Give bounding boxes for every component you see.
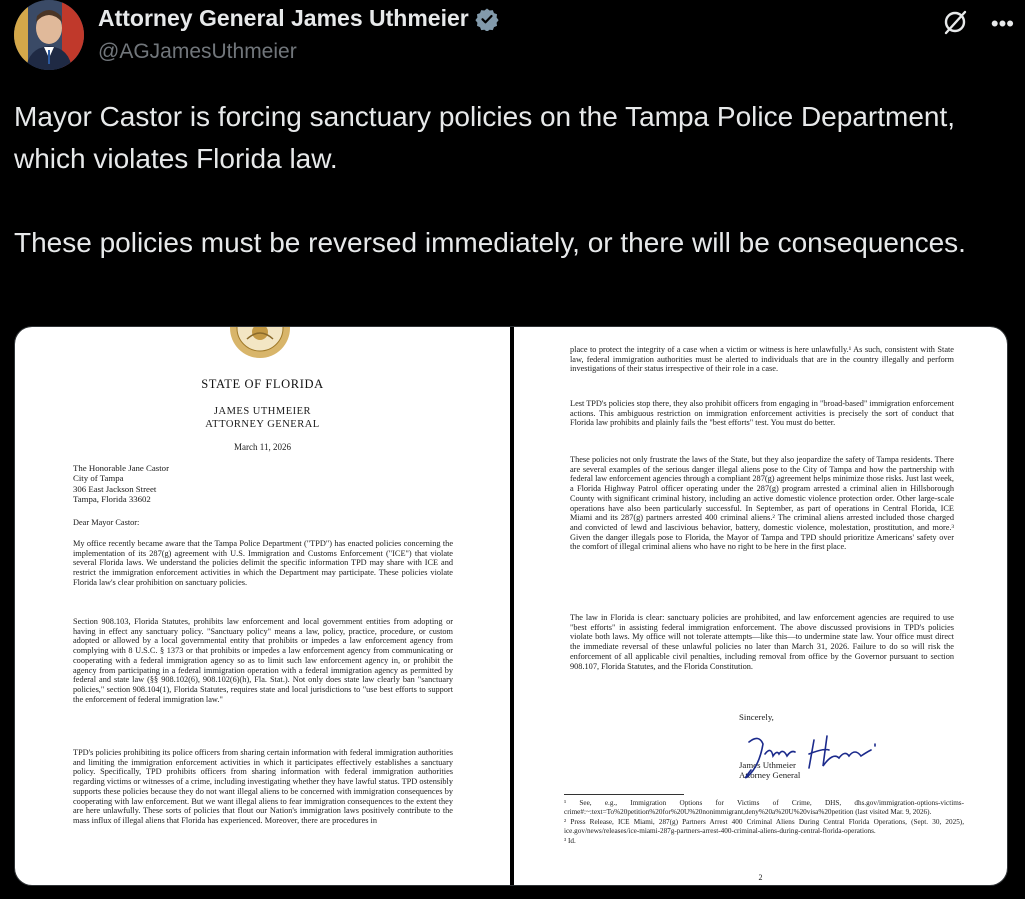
signer-title: Attorney General — [739, 770, 801, 780]
salutation: Dear Mayor Castor: — [73, 518, 140, 527]
footnote-2: ² Press Release, ICE Miami, 287(g) Partners Arrest 400 Criminal Aliens During Central Florida Operations, (Sept. 30, 2025), ice.gov/news/releases/ice-miami-287g-partners-arrest-400-criminal-aliens-during-central-florida-operations. — [564, 818, 964, 835]
tweet-header — [14, 0, 1014, 75]
letterhead-ag-name: JAMES UTHMEIER — [213, 406, 312, 417]
handle[interactable]: @AGJamesUthmeier — [98, 40, 297, 63]
letter-page-1[interactable] — [15, 327, 510, 885]
letter-paragraph: Lest TPD's policies stop there, they also prohibit officers from engaging in "broad-based" immigration enforcement actions. This ambiguous restriction on immigration enforcement activities is precisely the sort of conduct that Florida law prohibits and plainly fails the "best efforts" test. You must do better. — [570, 399, 954, 428]
letter-paragraph: My office recently became aware that the Tampa Police Department ("TPD") has enacted policies concerning the implementation of its 287(g) agreement with U.S. Immigration and Customs Enforcement ("ICE") that violate several Florida laws. We understand the policies delimit the specific information TPD may share with ICE and restrict the immigration enforcement activities in which the Department may participate. These policies violate Florida law's clear prohibition on sanctuary policies. — [73, 539, 453, 587]
letterhead-state: STATE OF FLORIDA — [201, 377, 324, 391]
tweet-text: Mayor Castor is forcing sanctuary policies on the Tampa Police Department, which violates Florida law. These policies must be reversed immediately, or there will be consequences. — [14, 101, 966, 258]
footnote-1: ¹ See, e.g., Immigration Options for Victims of Crime, DHS, dhs.gov/immigration-options-victims-crime#:~:text=To%20petition%20for%20U%20nonimmigrant,deny%20a%20U%20visa%20petition (last visited Mar. 9, 2026). — [564, 799, 964, 816]
recipient-address: The Honorable Jane Castor City of Tampa 306 East Jackson Street Tampa, Florida 33602 — [73, 463, 170, 505]
page-number: 2 — [758, 873, 763, 882]
display-name[interactable]: Attorney General James Uthmeier — [98, 5, 469, 31]
avatar[interactable] — [14, 0, 84, 70]
letter-date: March 11, 2026 — [234, 442, 291, 452]
letterhead-ag — [15, 405, 510, 431]
footnotes — [564, 799, 964, 848]
state-seal-icon — [229, 327, 291, 359]
letterhead-ag-title: ATTORNEY GENERAL — [205, 419, 320, 430]
letter-paragraph: The law in Florida is clear: sanctuary policies are prohibited, and law enforcement agencies are required to use "best efforts" in assisting federal immigration enforcement. The above discussed provisions in TPD's policies violate both laws. My office will not tolerate attempts—like this—to undermine state law. Your office must direct the immediate reversal of these unlawful policies no later than March 31, 2026. Failure to do so will risk the enforcement of all applicable civil penalties, including removal from office by the Governor pursuant to section 908.107, Florida Statutes, and the Florida Constitution. — [570, 613, 954, 671]
footnote-3: ³ Id. — [564, 837, 576, 846]
footnote-divider — [564, 794, 684, 795]
more-icon[interactable]: ••• — [990, 11, 1014, 36]
letter-page-2[interactable] — [514, 327, 1007, 885]
closing: Sincerely, — [739, 712, 774, 722]
media-attachment[interactable] — [14, 326, 1008, 886]
letter-paragraph: Section 908.103, Florida Statutes, prohibits law enforcement and local government entities from adopting or having in effect any sanctuary policy. "Sanctuary policy" means a law, policy, practice, procedure, or custom adopted or allowed by a local governmental entity that prohibits or impedes a law enforcement agency from complying with 8 U.S.C. § 1373 or that prohibits or impedes a law enforcement agency from communicating or cooperating with a federal immigration agency so as to limit such law enforcement agency in, or prohibit the agency from participating in a federal immigration operation with a federal immigration agency as permitted by federal and state law (§§ 908.102(6), 908.102(6)(h), Fla. Stat.). Not only does state law clearly ban "sanctuary policies," section 908.104(1), Florida Statutes, requires state and local jurisdictions to "use best efforts to support the enforcement of federal immigration law." — [73, 617, 453, 704]
letter-paragraph: place to protect the integrity of a case when a victim or witness is here unlawfully.¹ As such, consistent with State law, federal immigration authorities must be alerted to individuals that are in the country illegally and perform investigations of their status irrespective of their role in a case. — [570, 345, 954, 374]
letter-paragraph: These policies not only frustrate the laws of the State, but they also jeopardize the safety of Tampa residents. There are several examples of the serious danger illegal aliens pose to the City of Tampa and how the partnership with federal law enforcement agencies through a compliant 287(g) agreement helps minimize those risks. Just last week, a Florida Highway Patrol officer operating under the 287(g) program arrested a criminal alien in Hillsborough County with significant criminal history, including an active domestic violence protection order. Other large-scale operations have also been particularly successful. In September, as part of operations in Central Florida, ICE Miami and its 287(g) partners arrested 400 criminal aliens.² The criminal aliens arrested included those charged and convicted of lewd and lascivious behavior, battery, domestic violence, molestation, prostitution, and more.³ Given the danger illegals pose to Florida, the Mayor of Tampa and TPD should prioritize Americans' safety over the comfort of illegal criminal aliens who have no right to be here in the first place. — [570, 455, 954, 552]
letter-paragraph: TPD's policies prohibiting its police officers from sharing certain information with federal immigration authorities and limiting the immigration enforcement activities in which it participates effectively establishes a sanctuary policy. Specifically, TPD prohibits officers from sharing information with federal immigration authorities regarding victims or witnesses of a crime, including investigating whether they have lawful status. TPD ostensibly supports these policies because they do not want illegal aliens to be concerned with immigration consequences by cooperating with law enforcement. But we want illegal aliens to fear immigration consequences to the extent they are here unlawfully. These sorts of policies that flout our Nation's immigration laws positively contribute to the mass influx of illegal aliens that Florida has experienced. Moreover, there are procedures in — [73, 748, 453, 825]
verified-badge-icon — [475, 7, 499, 31]
handwritten-signature — [729, 722, 899, 782]
signer-name: James Uthmeier — [739, 760, 796, 770]
grok-icon[interactable] — [941, 8, 969, 40]
